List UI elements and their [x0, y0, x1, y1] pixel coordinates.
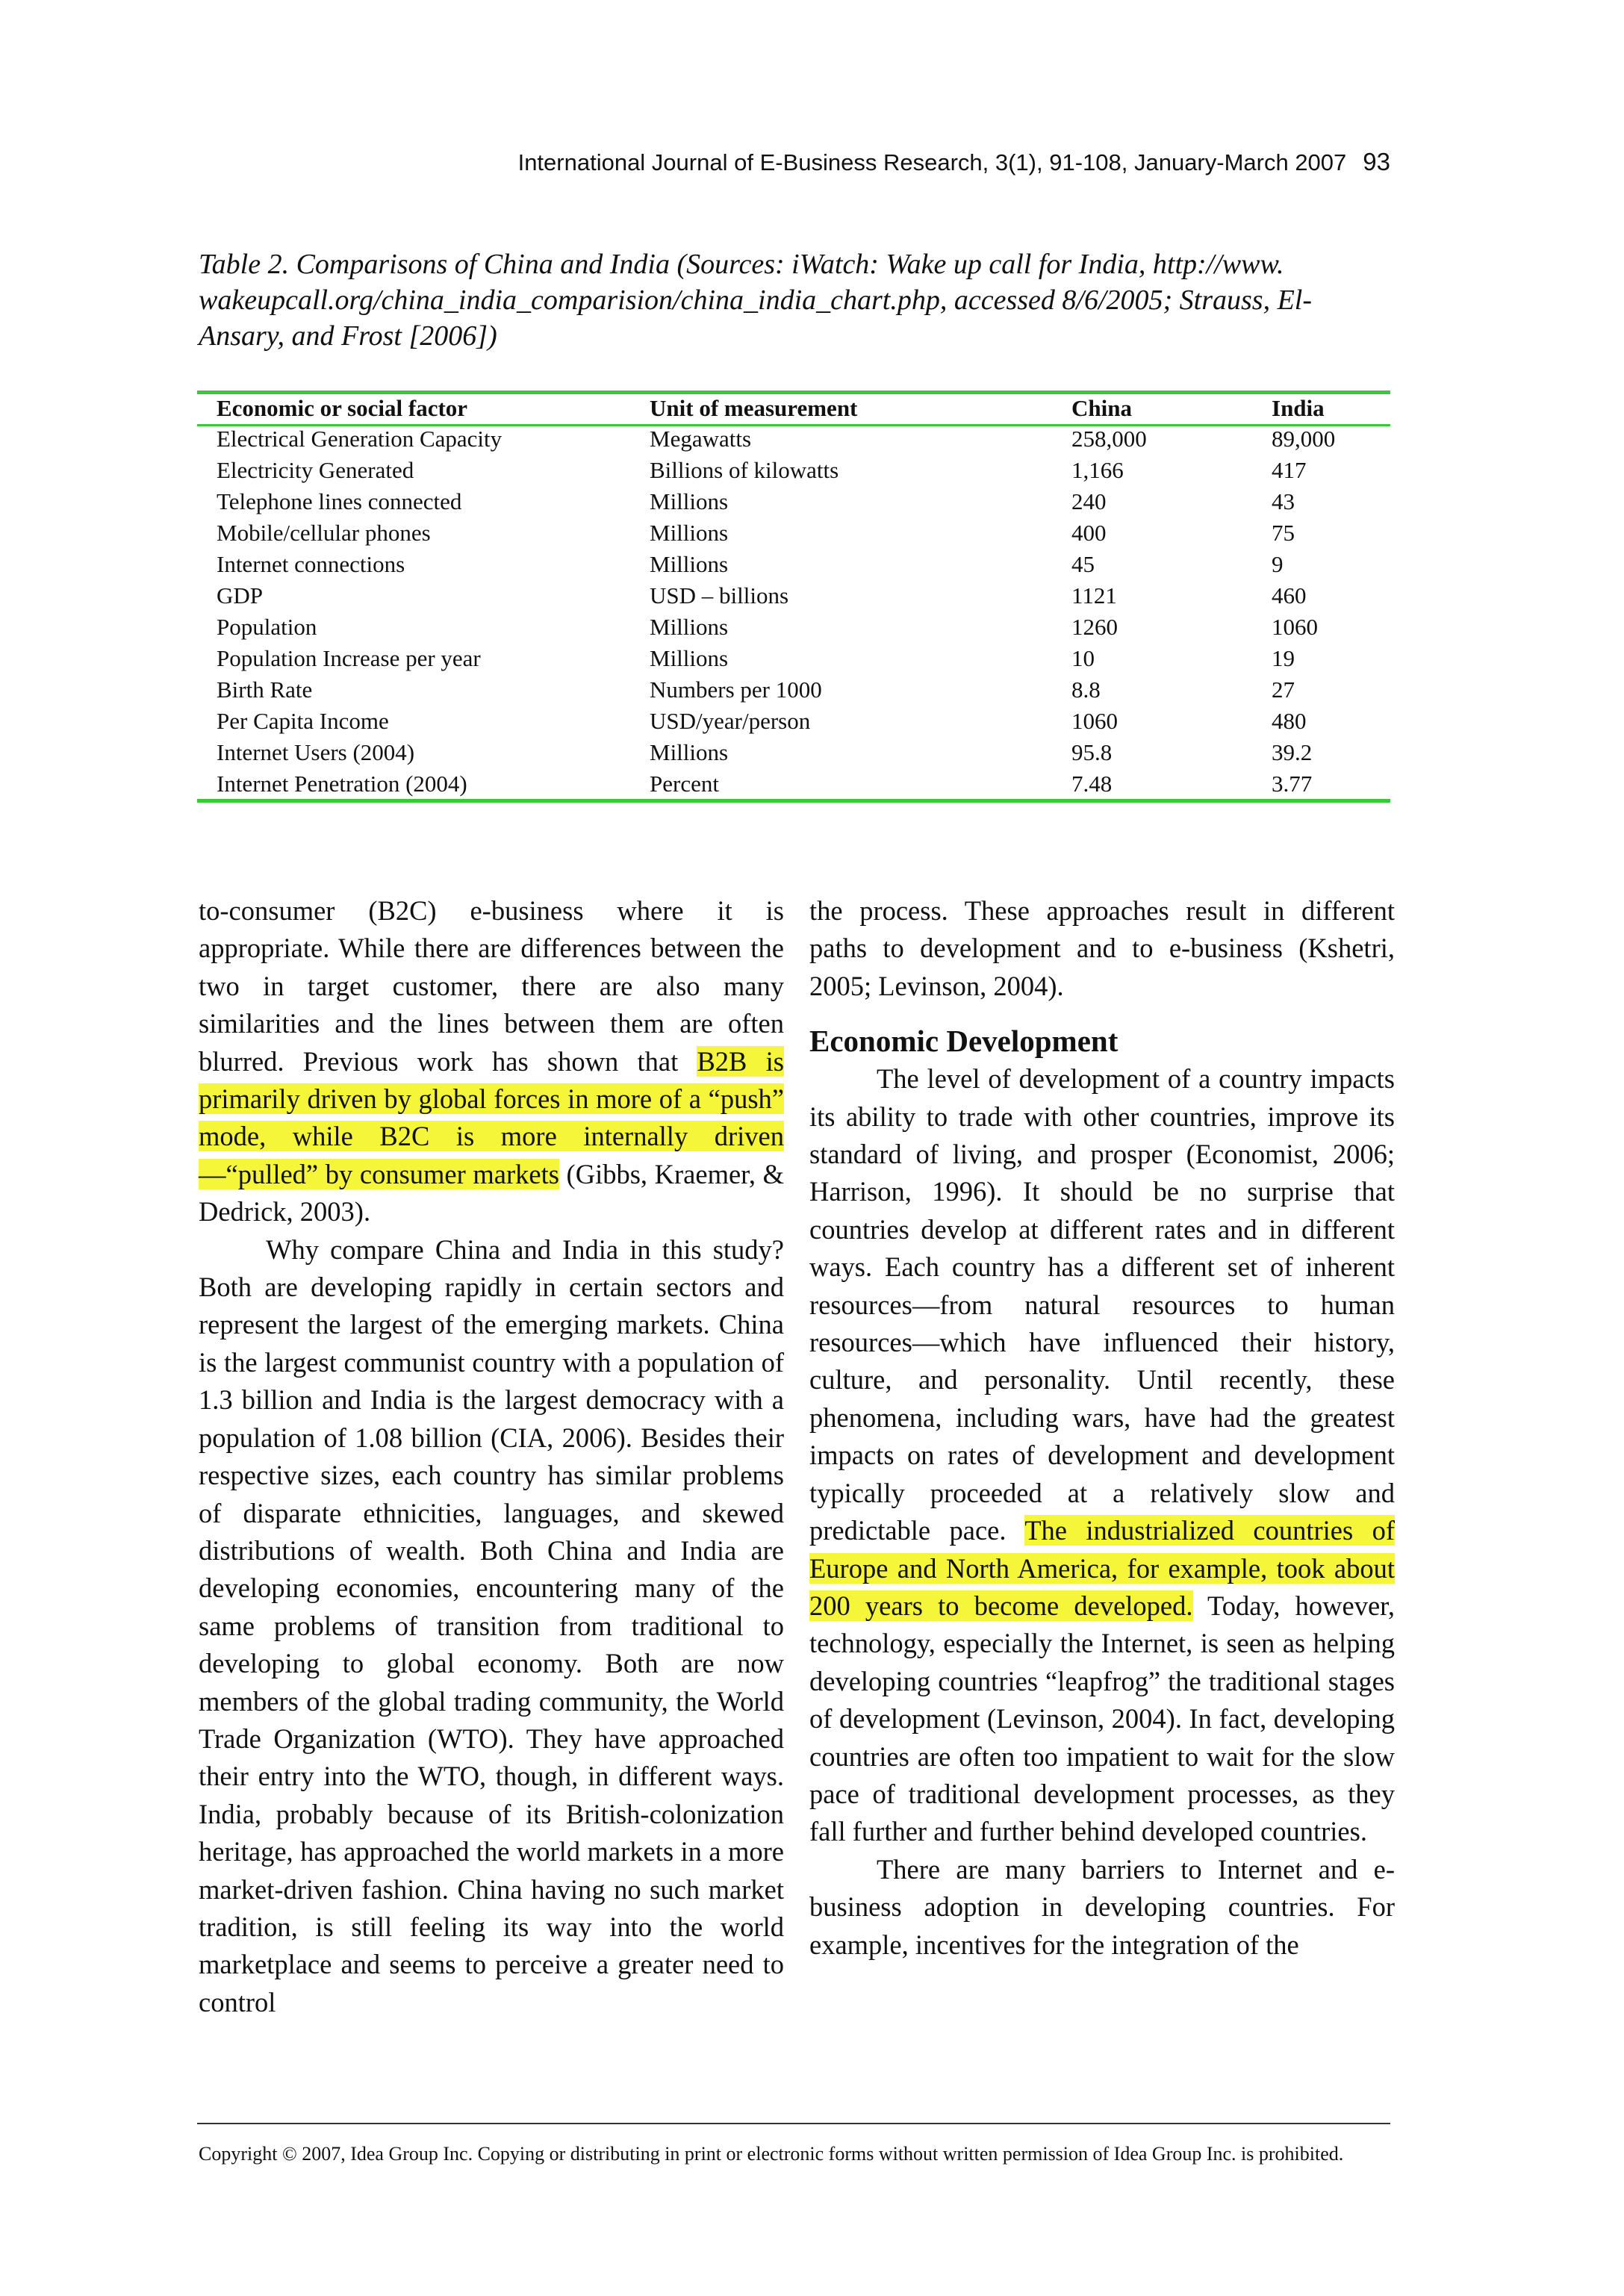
text-run: Today, however, technology, especially the Internet, is seen as helping developing countries “leapfrog” the traditional stages of development (Levinson, 2004). In fact, developing countries are often too impatient to wait for the slow pace of traditional development processes, as they fall further and further behind developed countries.	[809, 1590, 1395, 1847]
table-row	[197, 580, 1390, 612]
table-row	[197, 455, 1390, 486]
cell-china: 45	[1071, 551, 1095, 577]
paragraph: There are many barriers to Internet and e-business adoption in developing countries. For example, incentives for the integration of the	[809, 1853, 1395, 1960]
cell-factor: Electrical Generation Capacity	[217, 426, 503, 452]
header-factor: Economic or social factor	[217, 395, 468, 421]
cell-china: 400	[1071, 520, 1107, 546]
paragraph: the process. These approaches result in different paths to development and to e-business (Kshetri, 2005; Levinson, 2004).	[809, 895, 1395, 1001]
header-china: China	[1071, 395, 1132, 421]
footer-divider	[197, 2123, 1390, 2124]
cell-india: 3.77	[1272, 771, 1313, 797]
paragraph	[809, 1060, 1395, 1851]
text-run: (Gibbs, Kraemer, & Dedrick, 2003).	[199, 1158, 784, 1228]
cell-india: 89,000	[1272, 426, 1336, 452]
highlighted-text: B2B is primarily driven by global forces in more of a “push” mode, while B2C is more internally driven—“pulled” by consumer markets	[199, 1045, 784, 1189]
cell-china: 1260	[1071, 614, 1118, 640]
text-run: to-consumer (B2C) e-business where it is appropriate. While there are differences between the two in target customer, there are also many similarities and the lines between them are often blurred. Previous work has shown that	[199, 895, 784, 1077]
header-india: India	[1272, 395, 1325, 421]
left-text-column	[199, 892, 784, 2021]
table-caption: Table 2. Comparisons of China and India (Sources: iWatch: Wake up call for India, http://www. wakeupcall.org/china_india_comparision/china_india_chart.php, accessed 8/6/2005; Strauss, El-Ansary, and Frost [2006])	[199, 249, 1312, 352]
cell-factor: Population Increase per year	[217, 645, 481, 671]
cell-unit: USD – billions	[650, 582, 789, 609]
copyright-notice: Copyright © 2007, Idea Group Inc. Copying or distributing in print or electronic forms without written permission of Idea Group Inc. is prohibited.	[199, 2143, 1344, 2165]
cell-india: 43	[1272, 488, 1295, 514]
cell-india: 27	[1272, 676, 1295, 703]
table-row	[197, 737, 1390, 768]
cell-unit: Millions	[650, 551, 729, 577]
cell-unit: Percent	[650, 771, 719, 797]
cell-factor: Internet Penetration (2004)	[217, 771, 467, 797]
running-header	[0, 148, 1390, 176]
cell-china: 95.8	[1071, 739, 1113, 765]
cell-china: 1,166	[1071, 457, 1124, 483]
cell-unit: Millions	[650, 520, 729, 546]
cell-unit: Millions	[650, 488, 729, 514]
cell-india: 1060	[1272, 614, 1318, 640]
section-heading: Economic Development	[809, 1024, 1119, 1059]
cell-china: 258,000	[1071, 426, 1147, 452]
cell-unit: Numbers per 1000	[650, 676, 822, 703]
table-header-row	[197, 393, 1390, 423]
table-row	[197, 768, 1390, 800]
cell-factor: Per Capita Income	[217, 708, 389, 734]
cell-unit: USD/year/person	[650, 708, 811, 734]
paragraph	[199, 892, 784, 1231]
cell-india: 39.2	[1272, 739, 1313, 765]
table-row	[197, 612, 1390, 643]
cell-china: 10	[1071, 645, 1095, 671]
cell-india: 19	[1272, 645, 1295, 671]
cell-india: 9	[1272, 551, 1284, 577]
cell-factor: Population	[217, 614, 317, 640]
cell-unit: Megawatts	[650, 426, 752, 452]
cell-factor: Internet connections	[217, 551, 405, 577]
cell-factor: Birth Rate	[217, 676, 313, 703]
text-run: The level of development of a country impacts its ability to trade with other countries, improve its standard of living, and prosper (Economist, 2006; Harrison, 1996). It should be no surprise that countries develop at different rates and in different ways. Each country has a different set of inherent resources—from natural resources to human resources—which have influenced their history, culture, and personality. Until recently, these phenomena, including wars, have had the greatest impacts on rates of development and development typically proceeded at a relatively slow and predictable pace.	[809, 1063, 1395, 1546]
cell-unit: Millions	[650, 645, 729, 671]
cell-china: 1121	[1071, 582, 1117, 609]
cell-unit: Millions	[650, 614, 729, 640]
journal-title: International Journal of E-Business Research, 3(1), 91-108, January-March 2007	[517, 149, 1347, 175]
cell-unit: Millions	[650, 739, 729, 765]
right-text-column	[809, 892, 1395, 1964]
cell-india: 417	[1272, 457, 1307, 483]
table-row	[197, 486, 1390, 517]
cell-unit: Billions of kilowatts	[650, 457, 839, 483]
table-row	[197, 706, 1390, 737]
table-row	[197, 517, 1390, 549]
cell-china: 8.8	[1071, 676, 1101, 703]
table-row	[197, 423, 1390, 455]
cell-india: 460	[1272, 582, 1307, 609]
cell-factor: Mobile/cellular phones	[217, 520, 431, 546]
cell-factor: Internet Users (2004)	[217, 739, 415, 765]
table-row	[197, 674, 1390, 706]
cell-factor: Telephone lines connected	[217, 488, 462, 514]
table-row	[197, 549, 1390, 580]
cell-india: 75	[1272, 520, 1295, 546]
paragraph: Why compare China and India in this study? Both are developing rapidly in certain sectors and represent the largest of the emerging markets. China is the largest communist country with a population of 1.3 billion and India is the largest democracy with a population of 1.08 billion (CIA, 2006). Besides their respective sizes, each country has similar problems of disparate ethnicities, languages, and skewed distributions of wealth. Both China and India are developing economies, encountering many of the same problems of transition from traditional to developing to global economy. Both are now members of the global trading community, the World Trade Organization (WTO). They have approached their entry into the WTO, though, in different ways. India, probably because of its British-colonization heritage, has approached the world markets in a more market-driven fashion. China having no such market tradition, is still feeling its way into the world marketplace and seems to perceive a greater need to control	[199, 1233, 784, 2017]
table-row	[197, 643, 1390, 674]
cell-china: 240	[1071, 488, 1107, 514]
cell-china: 7.48	[1071, 771, 1113, 797]
cell-india: 480	[1272, 708, 1307, 734]
cell-factor: Electricity Generated	[217, 457, 414, 483]
page-number: 93	[1363, 148, 1390, 175]
header-unit: Unit of measurement	[650, 395, 858, 421]
cell-factor: GDP	[217, 582, 264, 609]
highlighted-text: The industrialized countries of Europe and North America, for example, took about 200 years to become developed.	[809, 1515, 1396, 1621]
cell-china: 1060	[1071, 708, 1118, 734]
